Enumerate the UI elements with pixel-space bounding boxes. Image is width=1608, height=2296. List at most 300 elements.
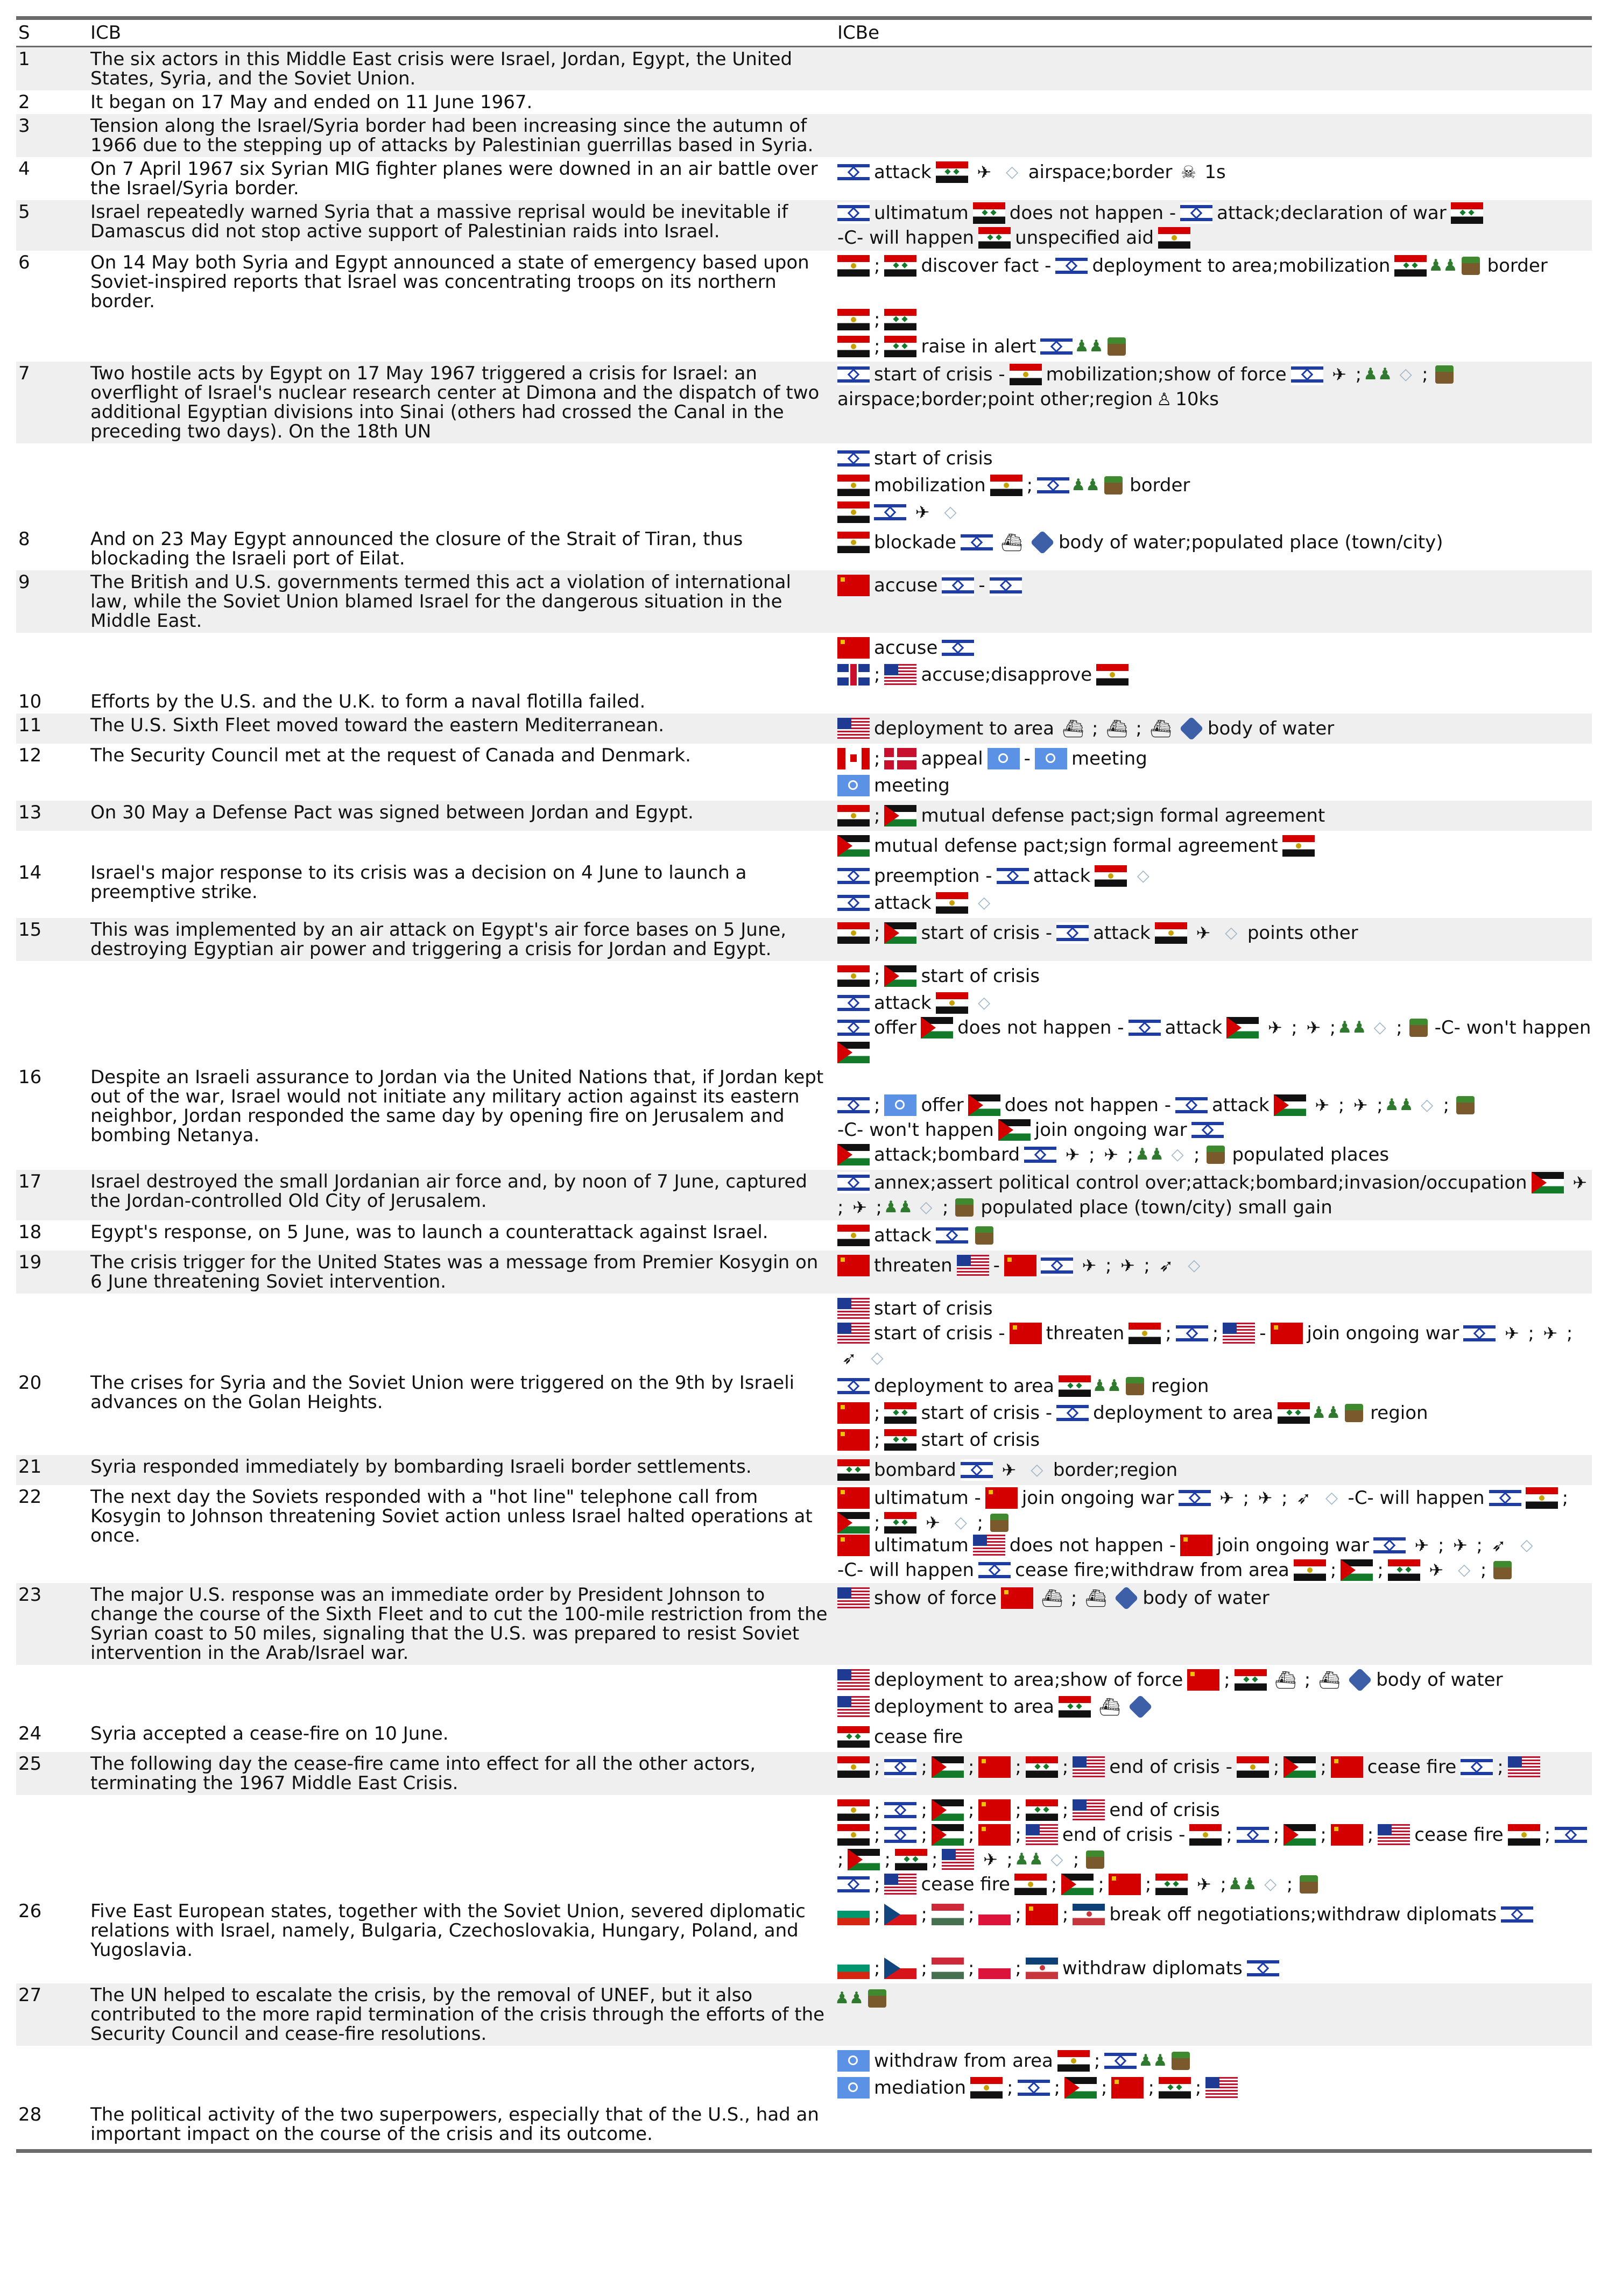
warship-icon: ⛴ <box>1318 1670 1341 1690</box>
jordan-flag-icon <box>1274 1094 1306 1116</box>
separator: ; <box>1145 1874 1152 1895</box>
airspace-icon: ◇ <box>1031 1460 1043 1479</box>
icb-text <box>90 633 837 637</box>
icbe-events <box>837 1251 1592 1281</box>
table-row <box>16 831 1592 861</box>
body-of-water-icon <box>1030 530 1054 554</box>
separator: ; <box>1148 2077 1154 2099</box>
israel-flag-icon <box>837 1874 870 1895</box>
icbe-event-line <box>837 1694 1592 1720</box>
table-row <box>16 801 1592 831</box>
airspace-icon: ◇ <box>1264 1875 1277 1894</box>
airspace-icon: ◇ <box>1520 1536 1533 1555</box>
un-flag-icon <box>1035 748 1067 769</box>
separator: ; <box>837 1849 844 1870</box>
icbe-events <box>837 1485 1592 1583</box>
row-number: 3 <box>18 115 30 137</box>
table-row <box>16 1485 1592 1583</box>
event-text: break off negotiations;withdraw diplomats <box>1109 1904 1497 1925</box>
separator: ; <box>921 1756 927 1778</box>
icbe-events <box>837 1170 1592 1220</box>
missile-icon: ➶ <box>1491 1535 1506 1556</box>
event-text: body of water <box>1207 718 1335 739</box>
table-row <box>16 570 1592 633</box>
row-number: 10 <box>18 691 42 712</box>
icbe-event-line <box>837 499 1592 525</box>
table-row <box>16 861 1592 918</box>
jordan-flag-icon <box>998 1119 1031 1141</box>
separator: ; <box>1562 1487 1569 1509</box>
jordan-flag-icon <box>837 1042 870 1063</box>
fighter-jet-icon: ✈ <box>1429 1560 1444 1580</box>
event-text: does not happen - <box>957 1017 1124 1039</box>
separator: ; <box>874 1512 880 1534</box>
usa-flag-icon <box>884 1874 916 1895</box>
land-territory-icon <box>1456 1096 1475 1114</box>
separator: ; <box>1144 1255 1150 1276</box>
israel-flag-icon <box>837 1094 870 1116</box>
separator: ; <box>968 1799 975 1821</box>
syria-flag-icon <box>973 202 1005 224</box>
separator: ; <box>1050 1874 1057 1895</box>
separator: ; <box>874 922 880 944</box>
separator: ; <box>1566 1323 1573 1344</box>
separator: ; <box>1007 2077 1013 2099</box>
israel-flag-icon <box>961 532 993 553</box>
fighter-jet-icon: ✈ <box>1196 1874 1211 1895</box>
egypt-flag-icon <box>1237 1756 1269 1778</box>
icbe-event-line <box>837 1094 1592 1141</box>
separator: ; <box>968 1958 975 1979</box>
icbe-events <box>837 1665 1592 1722</box>
fighter-jet-icon: ✈ <box>926 1513 940 1533</box>
land-territory-icon <box>1345 1404 1363 1422</box>
separator: ; <box>874 1958 880 1979</box>
row-number: 1 <box>18 48 30 70</box>
land-territory-icon <box>955 1198 974 1217</box>
czechoslovakia-flag-icon <box>884 1958 916 1979</box>
event-text: does not happen - <box>1004 1094 1171 1116</box>
table-row <box>16 1455 1592 1485</box>
usa-flag-icon <box>1508 1756 1540 1778</box>
event-text: join ongoing war <box>1217 1535 1369 1556</box>
icbe-event-line <box>837 803 1592 829</box>
event-text: populated places <box>1232 1144 1390 1165</box>
person-icon: ♙ <box>1156 389 1172 409</box>
separator: ; <box>968 1756 975 1778</box>
land-territory-icon <box>1493 1561 1512 1579</box>
icb-text: On 30 May a Defense Pact was signed between Jordan and Egypt. <box>90 802 694 823</box>
israel-flag-icon <box>1129 1017 1161 1039</box>
israel-flag-icon <box>990 575 1022 596</box>
un-flag-icon <box>837 775 870 796</box>
egypt-flag-icon <box>1189 1824 1222 1846</box>
israel-flag-icon <box>1104 2050 1137 2072</box>
syria-flag-icon <box>884 1512 916 1534</box>
separator: ; <box>1101 2077 1108 2099</box>
warship-icon: ⛴ <box>1062 718 1084 739</box>
separator: ; <box>942 1197 949 1218</box>
israel-flag-icon <box>1037 475 1069 496</box>
separator: ; <box>1127 1144 1133 1165</box>
icb-text: The six actors in this Middle East crisis were Israel, Jordan, Egypt, the United States, Syria, and the Soviet Union. <box>90 48 793 89</box>
soviet-union-flag-icon <box>985 1487 1018 1509</box>
fighter-jet-icon: ✈ <box>1414 1535 1429 1556</box>
fighter-jet-icon: ✈ <box>977 162 992 182</box>
israel-flag-icon <box>1247 1958 1279 1979</box>
header-s: S <box>18 22 30 44</box>
separator: ; <box>874 336 880 357</box>
land-territory-icon <box>1104 476 1123 494</box>
separator: ; <box>874 1904 880 1925</box>
row-number: 4 <box>18 158 30 180</box>
soldiers-icon: ♟♟ <box>1337 1018 1367 1037</box>
event-text: appeal <box>921 748 983 769</box>
land-territory-icon <box>990 1514 1008 1532</box>
icb-text: The next day the Soviets responded with a "hot line" telephone call from Kosygin to Johnson threatening Soviet action unless Israel halted operations at once. <box>90 1486 813 1546</box>
event-text: cease fire;withdraw from area <box>1015 1559 1289 1581</box>
separator: ; <box>1062 1904 1069 1925</box>
egypt-flag-icon <box>1526 1487 1558 1509</box>
event-text: -C- won't happen <box>837 1119 994 1141</box>
icbe-event-line <box>837 890 1592 916</box>
syria-flag-icon <box>884 336 916 357</box>
icbe-event-line <box>837 1457 1592 1483</box>
body-of-water-icon <box>1115 1586 1139 1610</box>
icbe-event-line <box>837 1535 1592 1581</box>
event-text: start of crisis <box>921 965 1040 987</box>
separator: ; <box>1015 1958 1021 1979</box>
icbe-event-line <box>837 529 1592 555</box>
event-text: annex;assert political control over;attack;bombard;invasion/occupation <box>874 1172 1527 1193</box>
egypt-flag-icon <box>837 805 870 826</box>
soldiers-icon: ♟♟ <box>1428 256 1458 275</box>
separator: ; <box>1136 718 1142 739</box>
icbe-event-line <box>837 1296 1592 1322</box>
icb-text <box>90 1795 837 1799</box>
israel-flag-icon <box>884 1799 916 1821</box>
jordan-flag-icon <box>884 805 916 826</box>
hungary-flag-icon <box>932 1958 964 1979</box>
icb-text: This was implemented by an air attack on Egypt's air force bases on 5 June, destroying Egyptian air power and triggering a crisis for Jordan and Egypt. <box>90 919 787 960</box>
icb-text: Two hostile acts by Egypt on 17 May 1967 triggered a crisis for Israel: an overflight of Israel's nuclear research center at Dimona and the dispatch of two additional Egyptian divisions into Sinai (others had crossed the Canal in the preceding two days). On the 18th UN <box>90 363 820 442</box>
soviet-union-flag-icon <box>978 1799 1011 1821</box>
airspace-icon: ◇ <box>1137 866 1149 885</box>
separator: ; <box>1212 1323 1219 1344</box>
egypt-flag-icon <box>1010 364 1042 385</box>
event-text: start of crisis - <box>874 364 1005 385</box>
icbe-event-line <box>837 1427 1592 1453</box>
row-number <box>16 1795 90 1799</box>
icbe-event-line <box>837 1487 1592 1534</box>
separator: ; <box>1094 2050 1101 2072</box>
table-row <box>16 1220 1592 1251</box>
event-text: withdraw from area <box>874 2050 1053 2072</box>
event-text: join ongoing war <box>1307 1323 1459 1344</box>
egypt-flag-icon <box>1095 865 1127 887</box>
icbe-event-line <box>837 446 1592 471</box>
icb-text: Despite an Israeli assurance to Jordan via the United Nations that, if Jordan kept out of the war, Israel would not initiate any military action against its eastern neighbor, Jordan responded the same day by opening fire on Jerusalem and bombing Netanya. <box>90 1066 824 1146</box>
event-text: end of crisis - <box>1062 1824 1186 1846</box>
un-flag-icon <box>884 1094 916 1116</box>
airspace-icon: ◇ <box>1050 1850 1063 1869</box>
icbe-event-line <box>837 1068 1592 1093</box>
fighter-jet-icon: ✈ <box>1267 1018 1282 1038</box>
icbe-event-line <box>837 364 1592 410</box>
event-text: accuse;disapprove <box>921 664 1092 686</box>
icbe-events <box>837 527 1592 557</box>
israel-flag-icon <box>1291 364 1323 385</box>
header-icb: ICB <box>90 22 122 44</box>
icbe-event-line <box>837 307 1592 333</box>
airspace-icon: ◇ <box>1225 923 1238 942</box>
israel-flag-icon <box>1175 1094 1208 1116</box>
icbe-event-line <box>837 1373 1592 1399</box>
usa-flag-icon <box>837 1669 870 1691</box>
un-flag-icon <box>837 2050 870 2072</box>
separator: ; <box>1480 1559 1487 1581</box>
separator: ; <box>1194 1144 1200 1165</box>
egypt-flag-icon <box>837 501 870 523</box>
icb-text <box>90 1665 837 1669</box>
icbe-events <box>837 861 1592 918</box>
fighter-jet-icon: ✈ <box>1104 1145 1118 1165</box>
event-text: bombard <box>874 1459 956 1481</box>
egypt-flag-icon <box>837 1756 870 1778</box>
israel-flag-icon <box>1179 1487 1211 1509</box>
israel-flag-icon <box>1041 1255 1073 1276</box>
event-text: threaten <box>874 1255 953 1276</box>
event-text: border;region <box>1053 1459 1178 1481</box>
syria-flag-icon <box>978 227 1011 249</box>
israel-flag-icon <box>884 1824 916 1846</box>
table-row <box>16 47 1592 90</box>
soldiers-icon: ♟♟ <box>1311 1403 1341 1422</box>
usa-flag-icon <box>837 1696 870 1718</box>
event-text: cease fire <box>1367 1756 1457 1778</box>
icbe-event-line <box>837 1955 1592 1981</box>
separator: ; <box>1220 1874 1226 1895</box>
icbe-events <box>837 1722 1592 1752</box>
separator: ; <box>1476 1535 1483 1556</box>
table-row <box>16 1251 1592 1294</box>
event-text: deployment to area;mobilization <box>1092 255 1391 277</box>
event-text: -C- will happen <box>1348 1487 1485 1509</box>
usa-flag-icon <box>1205 2077 1238 2099</box>
body-of-water-icon <box>1128 1694 1152 1719</box>
icbe-event-line <box>837 716 1592 741</box>
event-text: region <box>1151 1375 1209 1397</box>
warship-icon: ⛴ <box>1041 1588 1063 1608</box>
table-top-rule <box>16 16 1592 20</box>
row-number: 7 <box>18 363 30 384</box>
fighter-jet-icon: ✈ <box>1065 1145 1080 1165</box>
separator: ; <box>921 1958 927 1979</box>
row-number <box>16 633 90 637</box>
event-text: attack <box>874 1225 932 1246</box>
icbe-event-line <box>837 1253 1592 1278</box>
icbe-event-line <box>837 1223 1592 1248</box>
jordan-flag-icon <box>1341 1559 1373 1581</box>
separator: ; <box>874 1756 880 1778</box>
event-text: preemption - <box>874 865 992 887</box>
jordan-flag-icon <box>932 1824 964 1846</box>
land-territory-icon <box>1462 257 1480 275</box>
icb-text: The crisis trigger for the United States was a message from Premier Kosygin on 6 June threatening Soviet intervention. <box>90 1252 819 1292</box>
event-text: attack;bombard <box>874 1144 1020 1165</box>
event-text: attack;declaration of war <box>1217 202 1447 224</box>
separator: ; <box>1528 1323 1534 1344</box>
separator: ; <box>874 1874 880 1895</box>
uk-flag-icon <box>837 664 870 686</box>
row-number: 8 <box>18 528 30 550</box>
soldiers-icon: ♟♟ <box>1363 365 1393 384</box>
syria-flag-icon <box>884 309 916 330</box>
israel-flag-icon <box>942 575 974 596</box>
row-number <box>16 1665 90 1669</box>
icbe-event-line <box>837 1797 1592 1823</box>
separator: ; <box>874 309 880 330</box>
row-number: 22 <box>18 1486 42 1508</box>
icbe-event-line <box>837 253 1592 279</box>
separator: ; <box>1062 1756 1069 1778</box>
table-body <box>16 47 1592 2146</box>
usa-flag-icon <box>1378 1824 1410 1846</box>
event-text: raise in alert <box>921 336 1036 357</box>
event-text: attack <box>1165 1017 1223 1039</box>
body-of-water-icon <box>1348 1668 1372 1692</box>
israel-flag-icon <box>936 1225 968 1246</box>
icbe-events <box>837 831 1592 861</box>
icb-text: The crises for Syria and the Soviet Union were triggered on the 9th by Israeli advances on the Golan Heights. <box>90 1372 795 1413</box>
separator: ; <box>1089 1144 1095 1165</box>
event-text: offer <box>874 1017 917 1039</box>
event-text: -C- will happen <box>837 227 975 249</box>
table-row <box>16 1752 1592 1795</box>
separator: ; <box>1015 1756 1021 1778</box>
fighter-jet-icon: ✈ <box>1453 1535 1468 1556</box>
table-row <box>16 251 1592 362</box>
israel-flag-icon <box>1237 1824 1269 1846</box>
separator: ; <box>1015 1799 1021 1821</box>
separator: ; <box>1329 1017 1336 1039</box>
separator: ; <box>874 1824 880 1846</box>
separator: ; <box>874 1402 880 1424</box>
separator: ; <box>931 1849 938 1870</box>
event-text: ultimatum - <box>874 1487 981 1509</box>
israel-flag-icon <box>837 202 870 224</box>
israel-flag-icon <box>1176 1323 1208 1344</box>
row-number: 2 <box>18 91 30 113</box>
jordan-flag-icon <box>932 1756 964 1778</box>
table-row <box>16 918 1592 961</box>
separator: ; <box>874 255 880 277</box>
separator: ; <box>1073 1849 1080 1870</box>
row-number: 27 <box>18 1984 42 2006</box>
icbe-events <box>837 251 1592 362</box>
bulgaria-flag-icon <box>837 1904 870 1925</box>
event-text: cease fire <box>1414 1824 1504 1846</box>
event-text: border <box>1487 255 1548 277</box>
row-number <box>16 961 90 965</box>
icbe-event-line <box>837 1172 1592 1218</box>
icb-text: Five East European states, together with the Soviet Union, severed diplomatic relations with Israel, namely, Bulgaria, Czechoslovakia, Hungary, Poland, and Yugoslavia. <box>90 1901 806 1961</box>
event-text: cease fire <box>921 1874 1010 1895</box>
warship-icon: ⛴ <box>1000 532 1023 553</box>
fighter-jet-icon: ✈ <box>1196 923 1211 943</box>
table-row <box>16 443 1592 527</box>
separator: ; <box>1243 1487 1250 1509</box>
icbe-event-line <box>837 1928 1592 1954</box>
separator: ; <box>1226 1824 1232 1846</box>
event-text: - <box>993 1255 1000 1276</box>
icb-text: Syria responded immediately by bombarding Israeli border settlements. <box>90 1456 752 1478</box>
event-text: attack <box>874 892 932 914</box>
separator: ; <box>1165 1323 1172 1344</box>
event-text: start of crisis <box>874 1298 993 1319</box>
warship-icon: ⛴ <box>1149 718 1172 739</box>
event-text: accuse <box>874 575 938 596</box>
airspace-icon: ◇ <box>978 993 991 1012</box>
land-territory-icon <box>1207 1146 1225 1164</box>
israel-flag-icon <box>884 1756 916 1778</box>
fighter-jet-icon: ✈ <box>1543 1323 1558 1344</box>
missile-icon: ➶ <box>1159 1255 1174 1276</box>
event-text: ultimatum <box>874 202 969 224</box>
jordan-flag-icon <box>837 1512 870 1534</box>
icbe-event-line <box>837 635 1592 661</box>
egypt-flag-icon <box>1155 922 1187 944</box>
separator: ; <box>1006 1849 1013 1870</box>
soldiers-icon: ♟♟ <box>1384 1096 1414 1114</box>
warship-icon: ⛴ <box>1085 1588 1107 1608</box>
icb-text: Egypt's response, on 5 June, was to launch a counterattack against Israel. <box>90 1221 768 1243</box>
event-text: blockade <box>874 532 956 553</box>
event-text: - <box>1259 1323 1266 1344</box>
icbe-event-line <box>837 746 1592 772</box>
israel-flag-icon <box>1180 202 1212 224</box>
jordan-flag-icon <box>848 1849 880 1870</box>
table-row <box>16 1170 1592 1220</box>
fighter-jet-icon: ✈ <box>1120 1255 1135 1276</box>
event-text: start of crisis - <box>874 1323 1005 1344</box>
event-text: end of crisis - <box>1109 1756 1232 1778</box>
land-territory-icon <box>975 1226 993 1245</box>
airspace-icon: ◇ <box>1421 1096 1434 1114</box>
icb-icbe-comparison-table <box>16 16 1592 2153</box>
table-row <box>16 1665 1592 1722</box>
israel-flag-icon <box>1489 1487 1521 1509</box>
event-text: cease fire <box>874 1726 963 1748</box>
separator: ; <box>921 1824 927 1846</box>
icb-text <box>90 2046 837 2050</box>
icbe-event-line <box>837 280 1592 306</box>
icbe-events <box>837 961 1592 1065</box>
icb-text: Israel's major response to its crisis was a decision on 4 June to launch a preemptive strike. <box>90 862 747 903</box>
soviet-union-flag-icon <box>837 1535 870 1556</box>
missile-icon: ➶ <box>1296 1488 1311 1508</box>
icbe-event-line <box>837 1585 1592 1611</box>
icbe-event-line <box>837 963 1592 989</box>
separator: ; <box>874 1094 880 1116</box>
row-number <box>16 1294 90 1298</box>
egypt-flag-icon <box>837 1799 870 1821</box>
egypt-flag-icon <box>837 1225 870 1246</box>
event-text: mediation <box>874 2077 967 2099</box>
syria-flag-icon <box>1059 1696 1091 1718</box>
row-number: 16 <box>18 1066 42 1088</box>
table-row <box>16 90 1592 114</box>
